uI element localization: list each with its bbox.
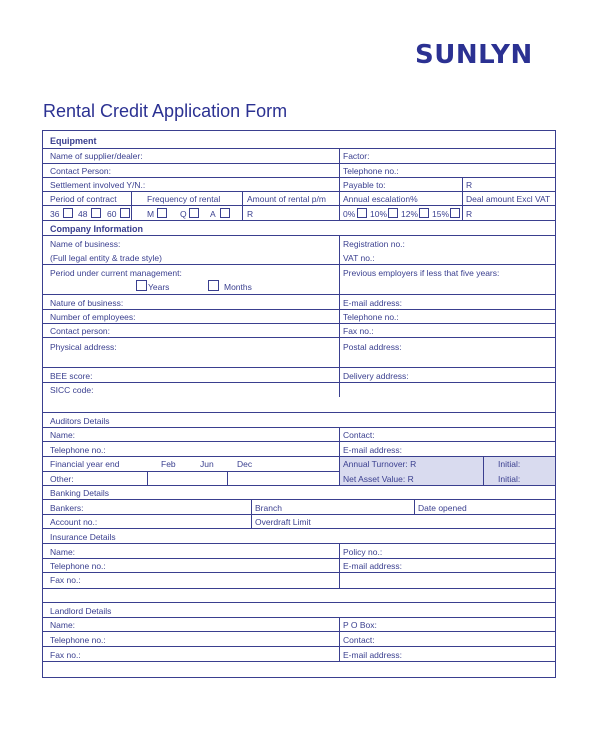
application-form: [42, 130, 556, 678]
form-row[interactable]: [43, 310, 555, 324]
field-label: R: [466, 180, 473, 190]
insurance-heading: Insurance Details: [50, 532, 116, 542]
checkbox-15[interactable]: [450, 208, 460, 218]
field-label: Period of contract: [50, 194, 117, 204]
option-label: 10%: [370, 209, 388, 219]
option-label: Dec: [237, 459, 253, 469]
option-label: 48: [78, 209, 88, 219]
equipment-heading: Equipment: [50, 136, 97, 146]
page-title: Rental Credit Application Form: [43, 101, 288, 121]
form-row: [43, 192, 555, 206]
form-row: [43, 265, 555, 295]
form-row: [43, 206, 555, 221]
field-label: Telephone no.:: [50, 635, 106, 645]
field-label: Date opened: [418, 503, 467, 513]
option-label: Feb: [161, 459, 176, 469]
checkbox-monthly[interactable]: [157, 208, 167, 218]
option-label: 0%: [343, 209, 356, 219]
field-label: Name of supplier/dealer:: [50, 151, 143, 161]
form-row[interactable]: [43, 544, 555, 559]
field-label: Annual escalation%: [343, 194, 418, 204]
months-box[interactable]: [208, 280, 219, 291]
field-label: E-mail address:: [343, 561, 403, 571]
option-label: M: [147, 209, 155, 219]
form-row[interactable]: [43, 295, 555, 310]
field-label: Name of business:: [50, 239, 121, 249]
field-label: Branch: [255, 503, 282, 513]
field-label: E-mail address:: [343, 650, 403, 660]
field-label: Initial:: [498, 459, 521, 469]
field-label: VAT no.:: [343, 253, 375, 263]
checkbox-48[interactable]: [91, 208, 101, 218]
field-label: Telephone no.:: [50, 561, 106, 571]
field-label: Bankers:: [50, 503, 84, 513]
form-row-blank[interactable]: [43, 589, 555, 603]
form-row[interactable]: [43, 383, 555, 413]
form-row[interactable]: [43, 368, 555, 383]
field-label: E-mail address:: [343, 298, 403, 308]
section-header-auditors: [43, 413, 555, 428]
field-label: Policy no.:: [343, 547, 383, 557]
field-label: Telephone no.:: [343, 166, 399, 176]
field-label: Months: [224, 282, 252, 292]
form-row[interactable]: [43, 559, 555, 573]
option-label: Q: [180, 209, 187, 219]
field-label: P O Box:: [343, 620, 377, 630]
field-label: R: [466, 209, 473, 219]
landlord-heading: Landlord Details: [50, 606, 112, 616]
field-label: Payable to:: [343, 180, 386, 190]
field-label: Frequency of rental: [147, 194, 221, 204]
form-row[interactable]: [43, 236, 555, 265]
field-label: Nature of business:: [50, 298, 124, 308]
field-label: SICC code:: [50, 385, 94, 395]
form-row[interactable]: [43, 573, 555, 589]
form-row[interactable]: [43, 164, 555, 178]
field-label: (Full legal entity & trade style): [50, 253, 162, 263]
form-row[interactable]: [43, 472, 555, 486]
field-label: Delivery address:: [343, 371, 409, 381]
section-header-banking: [43, 486, 555, 500]
field-label: Fax no.:: [343, 326, 374, 336]
form-row[interactable]: [43, 338, 555, 368]
form-row[interactable]: [43, 428, 555, 442]
field-label: Other:: [50, 474, 74, 484]
field-label: Postal address:: [343, 342, 402, 352]
field-label: Telephone no.:: [50, 445, 106, 455]
field-label: Initial:: [498, 474, 521, 484]
field-label: Period under current management:: [50, 268, 182, 278]
field-label: Contact Person:: [50, 166, 111, 176]
field-label: Name:: [50, 430, 76, 440]
field-label: R: [247, 209, 254, 219]
option-label: 36: [50, 209, 60, 219]
checkbox-10[interactable]: [388, 208, 398, 218]
field-label: Overdraft Limit: [255, 517, 311, 527]
field-label: E-mail address:: [343, 445, 403, 455]
field-label: Financial year end: [50, 459, 120, 469]
form-row[interactable]: [43, 632, 555, 647]
section-header-company: [43, 221, 555, 236]
field-label: Years: [148, 282, 170, 292]
field-label: Deal amount Excl VAT: [466, 194, 551, 204]
field-label: Registration no.:: [343, 239, 405, 249]
years-box[interactable]: [136, 280, 147, 291]
company-heading: Company Information: [50, 224, 144, 234]
section-header-insurance: [43, 529, 555, 544]
field-label: Annual Turnover: R: [343, 459, 417, 469]
field-label: Fax no.:: [50, 575, 81, 585]
field-label: Contact:: [343, 635, 375, 645]
form-row: [43, 457, 555, 472]
field-label: Factor:: [343, 151, 370, 161]
field-label: Telephone no.:: [343, 312, 399, 322]
field-label: Number of employees:: [50, 312, 136, 322]
form-row[interactable]: [43, 149, 555, 164]
checkbox-12[interactable]: [419, 208, 429, 218]
form-row[interactable]: [43, 442, 555, 457]
field-label: Net Asset Value: R: [343, 474, 414, 484]
checkbox-60[interactable]: [120, 208, 130, 218]
field-label: BEE score:: [50, 371, 93, 381]
auditors-heading: Auditors Details: [50, 416, 110, 426]
field-label: Contact:: [343, 430, 375, 440]
field-label: Account no.:: [50, 517, 98, 527]
section-header-landlord: [43, 603, 555, 618]
banking-heading: Banking Details: [50, 488, 110, 498]
section-header-equipment: [43, 131, 555, 149]
checkbox-36[interactable]: [63, 208, 73, 218]
form-row[interactable]: [43, 515, 555, 529]
field-label: Contact person:: [50, 326, 111, 336]
option-label: 12%: [401, 209, 419, 219]
checkbox-0[interactable]: [357, 208, 367, 218]
field-label: Name:: [50, 620, 76, 630]
field-label: Name:: [50, 547, 76, 557]
form-row[interactable]: [43, 500, 555, 515]
option-label: 60: [107, 209, 117, 219]
field-label: Fax no.:: [50, 650, 81, 660]
field-label: Previous employers if less that five years:: [343, 268, 500, 278]
brand-logo: SUNLYN: [415, 40, 533, 70]
checkbox-annually[interactable]: [220, 208, 230, 218]
option-label: A: [210, 209, 216, 219]
field-label: Amount of rental p/m: [247, 194, 326, 204]
field-label: Settlement involved Y/N.:: [50, 180, 146, 190]
form-row[interactable]: [43, 324, 555, 338]
option-label: Jun: [200, 459, 214, 469]
checkbox-quarterly[interactable]: [189, 208, 199, 218]
option-label: 15%: [432, 209, 450, 219]
form-row[interactable]: [43, 647, 555, 662]
form-row[interactable]: [43, 178, 555, 192]
form-row[interactable]: [43, 618, 555, 632]
field-label: Physical address:: [50, 342, 117, 352]
